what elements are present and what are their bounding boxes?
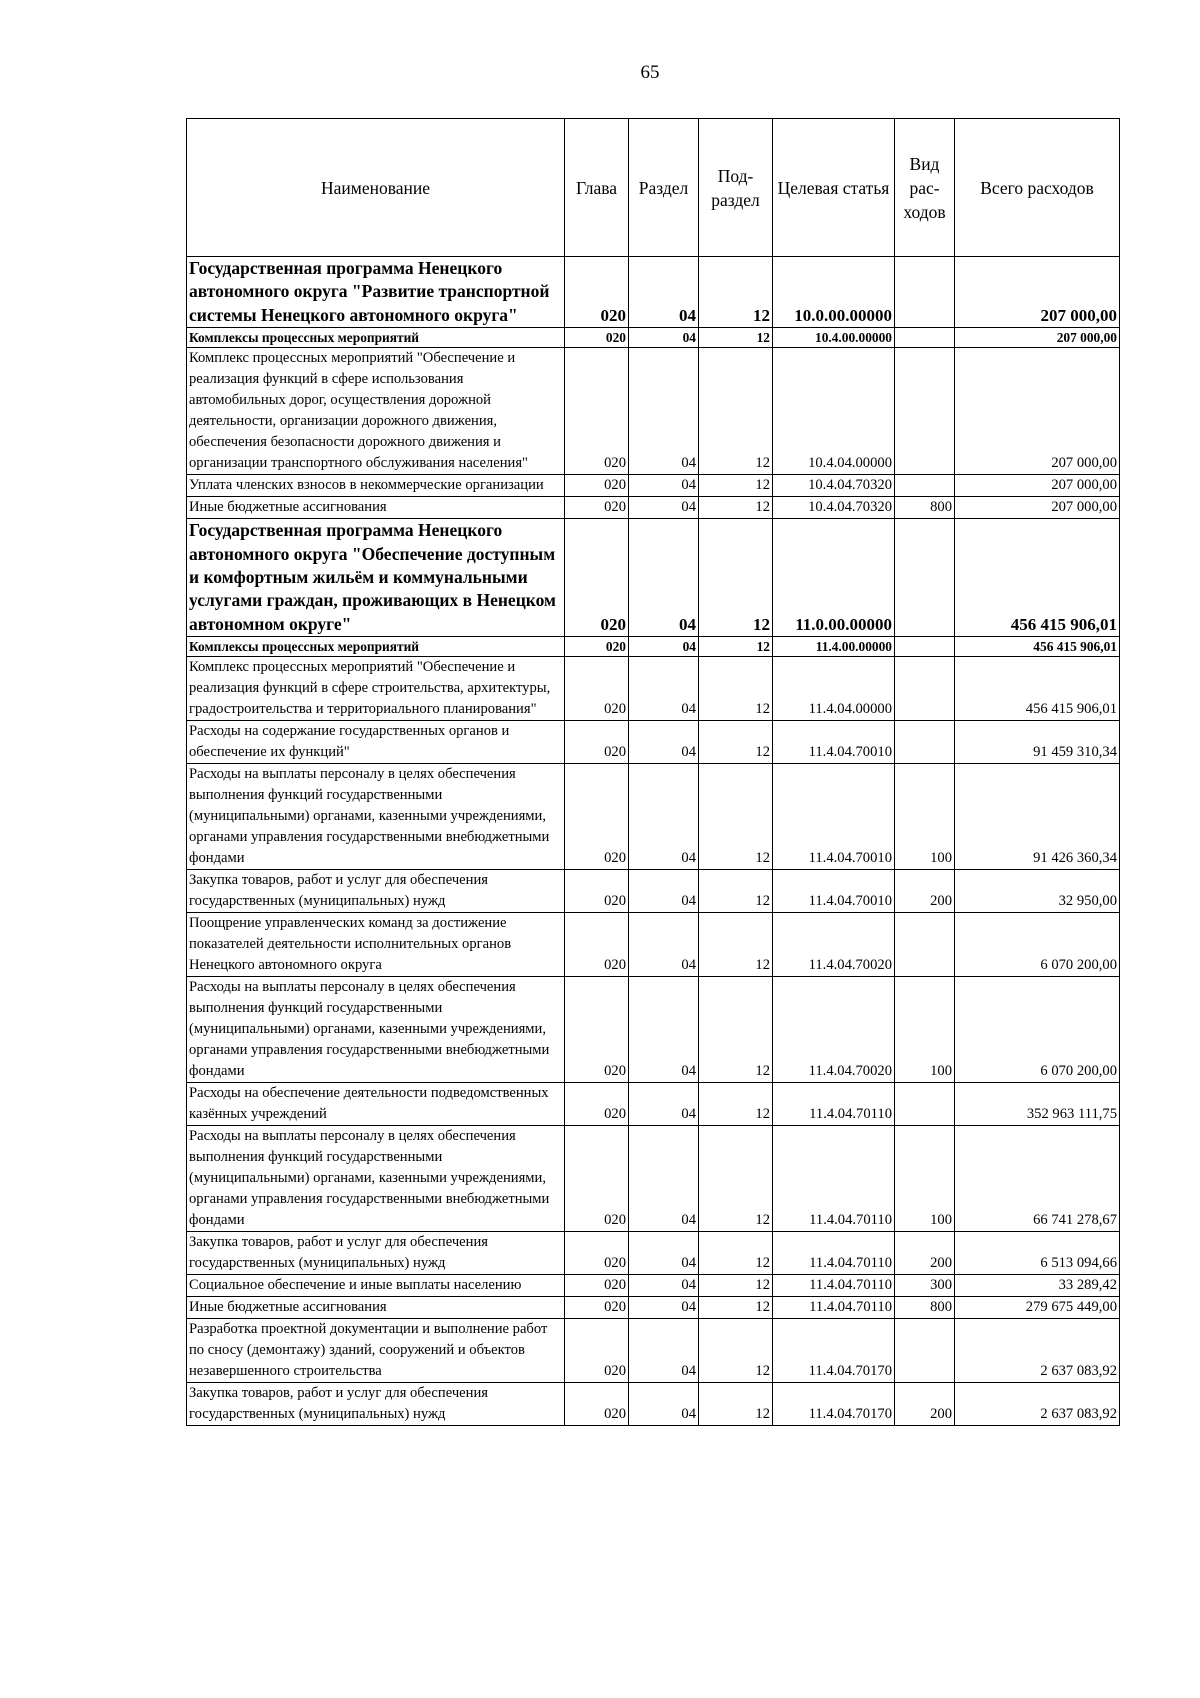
- row-podrazdel: 12: [699, 519, 773, 637]
- table-row: [187, 1319, 1120, 1383]
- page-number: 65: [640, 62, 660, 83]
- row-glava: 020: [565, 870, 629, 913]
- row-vid: 100: [895, 977, 955, 1083]
- row-total: 352 963 111,75: [955, 1083, 1120, 1126]
- row-glava: 020: [565, 348, 629, 475]
- table-row: [187, 1383, 1120, 1426]
- row-glava: 020: [565, 519, 629, 637]
- row-total: 456 415 906,01: [955, 657, 1120, 721]
- row-total: 207 000,00: [955, 475, 1120, 497]
- row-glava: 020: [565, 1319, 629, 1383]
- row-glava: 020: [565, 913, 629, 977]
- table-row: [187, 1297, 1120, 1319]
- header-name: Наименование: [187, 119, 565, 257]
- row-name: Расходы на выплаты персоналу в целях обеспечения выполнения функций государственными (муниципальными) органами, казенными учреждениями, органами управления государственными внебюджетными фондами: [187, 977, 565, 1083]
- row-vid: [895, 721, 955, 764]
- row-total: 91 459 310,34: [955, 721, 1120, 764]
- row-razdel: 04: [629, 913, 699, 977]
- row-vid: [895, 348, 955, 475]
- row-vid: 100: [895, 1126, 955, 1232]
- row-statya: 11.4.04.70110: [773, 1275, 895, 1297]
- row-statya: 11.4.04.70110: [773, 1083, 895, 1126]
- table-row: [187, 348, 1120, 475]
- row-statya: 11.4.00.00000: [773, 637, 895, 657]
- row-total: 33 289,42: [955, 1275, 1120, 1297]
- row-razdel: 04: [629, 1297, 699, 1319]
- table-row: [187, 657, 1120, 721]
- row-name: Государственная программа Ненецкого автономного округа "Обеспечение доступным и комфортным жильём и коммунальными услугами граждан, проживающих в Ненецком автономном округе": [187, 519, 565, 637]
- row-name: Комплексы процессных мероприятий: [187, 328, 565, 348]
- row-razdel: 04: [629, 1319, 699, 1383]
- row-razdel: 04: [629, 1083, 699, 1126]
- row-name: Иные бюджетные ассигнования: [187, 1297, 565, 1319]
- row-razdel: 04: [629, 519, 699, 637]
- row-razdel: 04: [629, 257, 699, 328]
- row-total: 207 000,00: [955, 497, 1120, 519]
- row-glava: 020: [565, 1383, 629, 1426]
- row-vid: 100: [895, 764, 955, 870]
- row-total: 207 000,00: [955, 328, 1120, 348]
- row-statya: 11.4.04.70170: [773, 1383, 895, 1426]
- row-name: Расходы на выплаты персоналу в целях обеспечения выполнения функций государственными (муниципальными) органами, казенными учреждениями, органами управления государственными внебюджетными фондами: [187, 1126, 565, 1232]
- row-razdel: 04: [629, 764, 699, 870]
- table-row: [187, 721, 1120, 764]
- row-glava: 020: [565, 257, 629, 328]
- row-vid: 200: [895, 1232, 955, 1275]
- row-total: 2 637 083,92: [955, 1383, 1120, 1426]
- table-row: [187, 1083, 1120, 1126]
- table-row: [187, 519, 1120, 637]
- row-vid: 800: [895, 1297, 955, 1319]
- row-statya: 10.0.00.00000: [773, 257, 895, 328]
- row-name: Расходы на содержание государственных органов и обеспечение их функций": [187, 721, 565, 764]
- table-row: [187, 497, 1120, 519]
- row-razdel: 04: [629, 721, 699, 764]
- row-name: Комплекс процессных мероприятий "Обеспечение и реализация функций в сфере строительства, архитектуры, градостроительства и территориального планирования": [187, 657, 565, 721]
- row-statya: 11.4.04.70010: [773, 721, 895, 764]
- row-podrazdel: 12: [699, 870, 773, 913]
- row-glava: 020: [565, 475, 629, 497]
- row-razdel: 04: [629, 348, 699, 475]
- header-total: Всего расходов: [955, 119, 1120, 257]
- row-name: Закупка товаров, работ и услуг для обеспечения государственных (муниципальных) нужд: [187, 1383, 565, 1426]
- table-row: [187, 977, 1120, 1083]
- row-statya: 10.4.04.70320: [773, 475, 895, 497]
- row-statya: 10.4.00.00000: [773, 328, 895, 348]
- row-name: Закупка товаров, работ и услуг для обеспечения государственных (муниципальных) нужд: [187, 870, 565, 913]
- row-name: Расходы на выплаты персоналу в целях обеспечения выполнения функций государственными (муниципальными) органами, казенными учреждениями, органами управления государственными внебюджетными фондами: [187, 764, 565, 870]
- row-podrazdel: 12: [699, 657, 773, 721]
- row-razdel: 04: [629, 1232, 699, 1275]
- row-vid: [895, 328, 955, 348]
- row-total: 207 000,00: [955, 348, 1120, 475]
- row-podrazdel: 12: [699, 1297, 773, 1319]
- table-row: [187, 475, 1120, 497]
- row-glava: 020: [565, 1232, 629, 1275]
- row-statya: 10.4.04.70320: [773, 497, 895, 519]
- row-statya: 10.4.04.00000: [773, 348, 895, 475]
- row-total: 6 070 200,00: [955, 913, 1120, 977]
- row-vid: 800: [895, 497, 955, 519]
- row-total: 456 415 906,01: [955, 637, 1120, 657]
- row-vid: [895, 519, 955, 637]
- table-row: [187, 1126, 1120, 1232]
- row-name: Социальное обеспечение и иные выплаты населению: [187, 1275, 565, 1297]
- row-glava: 020: [565, 721, 629, 764]
- row-name: Закупка товаров, работ и услуг для обеспечения государственных (муниципальных) нужд: [187, 1232, 565, 1275]
- row-vid: 300: [895, 1275, 955, 1297]
- header-statya: Целевая статья: [773, 119, 895, 257]
- row-glava: 020: [565, 637, 629, 657]
- row-name: Государственная программа Ненецкого автономного округа "Развитие транспортной системы Ненецкого автономного округа": [187, 257, 565, 328]
- row-vid: [895, 657, 955, 721]
- row-razdel: 04: [629, 497, 699, 519]
- row-total: 6 513 094,66: [955, 1232, 1120, 1275]
- row-total: 32 950,00: [955, 870, 1120, 913]
- row-glava: 020: [565, 1297, 629, 1319]
- table-row: [187, 1232, 1120, 1275]
- row-podrazdel: 12: [699, 1232, 773, 1275]
- row-razdel: 04: [629, 977, 699, 1083]
- row-statya: 11.4.04.70020: [773, 913, 895, 977]
- row-podrazdel: 12: [699, 637, 773, 657]
- row-name: Расходы на обеспечение деятельности подведомственных казённых учреждений: [187, 1083, 565, 1126]
- table-row: [187, 1275, 1120, 1297]
- row-podrazdel: 12: [699, 1319, 773, 1383]
- row-glava: 020: [565, 764, 629, 870]
- row-podrazdel: 12: [699, 1126, 773, 1232]
- row-statya: 11.4.04.70170: [773, 1319, 895, 1383]
- row-glava: 020: [565, 1083, 629, 1126]
- row-total: 207 000,00: [955, 257, 1120, 328]
- row-glava: 020: [565, 328, 629, 348]
- row-razdel: 04: [629, 870, 699, 913]
- row-podrazdel: 12: [699, 1383, 773, 1426]
- row-vid: [895, 913, 955, 977]
- row-name: Уплата членских взносов в некоммерческие организации: [187, 475, 565, 497]
- row-statya: 11.4.04.70110: [773, 1297, 895, 1319]
- row-vid: 200: [895, 870, 955, 913]
- row-statya: 11.4.04.70010: [773, 764, 895, 870]
- row-name: Комплекс процессных мероприятий "Обеспечение и реализация функций в сфере использования автомобильных дорог, осуществления дорожной деятельности, организации дорожного движения, обеспечения безопасности дорожного движения и организации транспортного обслуживания населения": [187, 348, 565, 475]
- row-statya: 11.0.00.00000: [773, 519, 895, 637]
- row-glava: 020: [565, 657, 629, 721]
- row-total: 279 675 449,00: [955, 1297, 1120, 1319]
- row-razdel: 04: [629, 1383, 699, 1426]
- row-razdel: 04: [629, 475, 699, 497]
- row-name: Разработка проектной документации и выполнение работ по сносу (демонтажу) зданий, сооружений и объектов незавершенного строительства: [187, 1319, 565, 1383]
- row-podrazdel: 12: [699, 977, 773, 1083]
- row-glava: 020: [565, 1126, 629, 1232]
- row-total: 91 426 360,34: [955, 764, 1120, 870]
- row-podrazdel: 12: [699, 1275, 773, 1297]
- row-total: 456 415 906,01: [955, 519, 1120, 637]
- row-podrazdel: 12: [699, 328, 773, 348]
- row-vid: [895, 1083, 955, 1126]
- row-name: Иные бюджетные ассигнования: [187, 497, 565, 519]
- row-razdel: 04: [629, 657, 699, 721]
- row-podrazdel: 12: [699, 913, 773, 977]
- row-statya: 11.4.04.70010: [773, 870, 895, 913]
- row-total: 66 741 278,67: [955, 1126, 1120, 1232]
- table-row: [187, 870, 1120, 913]
- row-vid: [895, 257, 955, 328]
- header-razdel: Раздел: [629, 119, 699, 257]
- table-row: [187, 764, 1120, 870]
- row-razdel: 04: [629, 1126, 699, 1232]
- row-statya: 11.4.04.70110: [773, 1126, 895, 1232]
- row-podrazdel: 12: [699, 475, 773, 497]
- row-name: Комплексы процессных мероприятий: [187, 637, 565, 657]
- row-glava: 020: [565, 977, 629, 1083]
- table-body: [187, 257, 1120, 1426]
- row-total: 2 637 083,92: [955, 1319, 1120, 1383]
- header-row: [187, 119, 1120, 257]
- row-razdel: 04: [629, 1275, 699, 1297]
- row-glava: 020: [565, 1275, 629, 1297]
- row-podrazdel: 12: [699, 764, 773, 870]
- budget-table: [186, 118, 1120, 1426]
- row-podrazdel: 12: [699, 348, 773, 475]
- row-podrazdel: 12: [699, 497, 773, 519]
- header-glava: Глава: [565, 119, 629, 257]
- row-name: Поощрение управленческих команд за достижение показателей деятельности исполнительных органов Ненецкого автономного округа: [187, 913, 565, 977]
- row-vid: [895, 475, 955, 497]
- table-row: [187, 257, 1120, 328]
- row-statya: 11.4.04.70020: [773, 977, 895, 1083]
- table-row: [187, 913, 1120, 977]
- row-razdel: 04: [629, 637, 699, 657]
- row-podrazdel: 12: [699, 1083, 773, 1126]
- row-vid: [895, 1319, 955, 1383]
- row-podrazdel: 12: [699, 257, 773, 328]
- row-statya: 11.4.04.70110: [773, 1232, 895, 1275]
- table-row: [187, 328, 1120, 348]
- row-glava: 020: [565, 497, 629, 519]
- row-vid: [895, 637, 955, 657]
- row-total: 6 070 200,00: [955, 977, 1120, 1083]
- row-vid: 200: [895, 1383, 955, 1426]
- row-statya: 11.4.04.00000: [773, 657, 895, 721]
- header-podrazdel: Под-раздел: [699, 119, 773, 257]
- row-razdel: 04: [629, 328, 699, 348]
- table-row: [187, 637, 1120, 657]
- row-podrazdel: 12: [699, 721, 773, 764]
- header-vid: Вид рас-ходов: [895, 119, 955, 257]
